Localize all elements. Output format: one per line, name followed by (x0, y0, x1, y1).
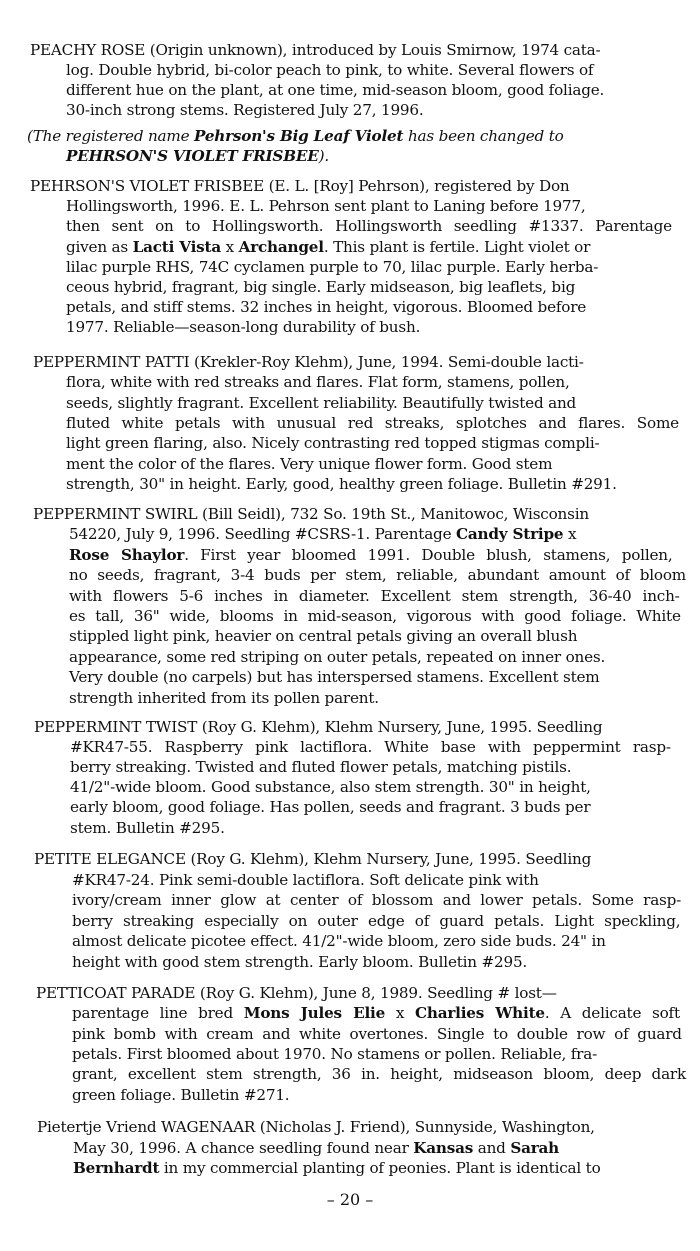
text-run: grant, excellent stem strength, 36 in. height, midseason bloom, deep dark (72, 1065, 686, 1084)
text-run: PEPPERMINT SWIRL (Bill Seidl), 732 So. 19th St., Manitowoc, Wisconsin (33, 505, 589, 523)
text-line (69, 586, 680, 606)
text-run: Pehrson's Big Leaf Violet (194, 127, 404, 145)
text-run: . This plant is fertile. Light violet or (323, 237, 591, 256)
text-run: Sarah (510, 1138, 560, 1157)
text-run: 1977. Reliable—season-long durability of bush. (66, 318, 421, 337)
text-run: green foliage. Bulletin #271. (72, 1085, 290, 1104)
text-run: 54220, July 9, 1996. Seedling #CSRS-1. Parentage (69, 525, 456, 544)
text-run: es tall, 36" wide, blooms in mid-season, vigorous with good foliage. White (69, 607, 681, 625)
text-line (69, 545, 673, 565)
text-run: PEPPERMINT PATTI (Krekler-Roy Klehm), June, 1994. Semi-double lacti- (33, 353, 584, 371)
text-run: petals, and stiff stems. 32 inches in height, vigorous. Bloomed before (66, 298, 587, 317)
text-run: Mons Jules Elie (243, 1004, 386, 1023)
text-line (69, 647, 605, 667)
text-line (66, 297, 586, 317)
text-run: berry streaking. Twisted and fluted flower petals, matching pistils. (70, 758, 572, 777)
text-run: seeds, slightly fragrant. Excellent reliability. Beautifully twisted and (66, 393, 577, 412)
text-run: height with good stem strength. Early bloom. Bulletin #295. (72, 952, 528, 971)
text-run: (The registered name (27, 127, 195, 145)
text-run: log. Double hybrid, bi-color peach to pink, to white. Several flowers of (66, 61, 594, 79)
text-line (72, 1044, 597, 1064)
text-line (66, 257, 598, 277)
text-line (70, 797, 590, 817)
text-run: Bernhardt (73, 1159, 160, 1178)
text-run: different hue on the plant, at one time, mid-season bloom, good foliage. (66, 81, 605, 99)
text-line (37, 1117, 595, 1137)
page-number: – 20 – (326, 1190, 374, 1209)
text-line (72, 1024, 682, 1044)
text-line (73, 1158, 601, 1178)
text-line (72, 911, 680, 931)
text-line (34, 849, 591, 869)
text-line (69, 688, 379, 708)
text-run: . A delicate soft (544, 1004, 680, 1023)
text-run: Archangel (238, 237, 324, 256)
text-run: x (220, 237, 239, 256)
text-run: #KR47-55. Raspberry pink lactiflora. White base with peppermint rasp- (70, 738, 671, 757)
text-line (69, 565, 686, 585)
text-run: #KR47-24. Pink semi-double lactiflora. Soft delicate pink with (72, 870, 539, 889)
text-line (66, 372, 570, 392)
text-line (34, 717, 602, 737)
text-run: PETITE ELEGANCE (Roy G. Klehm), Klehm Nursery, June, 1995. Seedling (34, 850, 592, 868)
text-line (66, 317, 420, 337)
text-run: early bloom, good foliage. Has pollen, seeds and fragrant. 3 buds per (70, 798, 591, 817)
text-run: stippled light pink, heavier on central petals giving an overall blush (69, 627, 578, 646)
text-run: Pietertje Vriend WAGENAAR (Nicholas J. Friend), Sunnyside, Washington, (37, 1118, 595, 1136)
text-run: ment the color of the flares. Very unique flower form. Good stem (66, 454, 553, 473)
text-line (70, 818, 225, 838)
text-run: PEHRSON'S VIOLET FRISBEE (E. L. [Roy] Pehrson), registered by Don (30, 177, 570, 195)
text-run: PEHRSON'S VIOLET FRISBEE (66, 147, 319, 165)
text-run: almost delicate picotee effect. 41/2"-wide bloom, zero side buds. 24" in (72, 932, 606, 950)
text-line (72, 870, 539, 890)
text-run: x (563, 525, 577, 544)
text-run: May 30, 1996. A chance seedling found near (73, 1138, 414, 1157)
text-run: then sent on to Hollingsworth. Hollingsworth seedling #1337. Parentage (66, 217, 672, 236)
text-run: has been changed to (403, 127, 564, 145)
text-run: PEPPERMINT TWIST (Roy G. Klehm), Klehm Nursery, June, 1995. Seedling (34, 718, 603, 736)
text-line (69, 667, 599, 687)
text-line (66, 237, 590, 257)
text-run: . First year bloomed 1991. Double blush, stamens, pollen, (184, 545, 673, 564)
text-line (30, 40, 600, 60)
text-run: flora, white with red streaks and flares. Flat form, stamens, pollen, (66, 373, 570, 392)
text-line (66, 277, 575, 297)
text-line (66, 413, 679, 433)
text-line (66, 146, 329, 166)
text-line (72, 952, 527, 972)
text-run: PETTICOAT PARADE (Roy G. Klehm), June 8, 1989. Seedling # lost— (36, 984, 557, 1002)
text-run: Rose Shaylor (69, 545, 185, 564)
text-line (33, 352, 584, 372)
text-line (66, 196, 586, 216)
text-line (27, 126, 564, 146)
text-line (69, 626, 577, 646)
text-run: lilac purple RHS, 74C cyclamen purple to 70, lilac purple. Early herba- (66, 257, 599, 276)
text-line (66, 60, 593, 80)
text-run: PEACHY ROSE (Origin unknown), introduced by Louis Smirnow, 1974 cata- (30, 41, 601, 59)
text-run: no seeds, fragrant, 3-4 buds per stem, reliable, abundant amount of bloom (69, 566, 686, 585)
text-line (30, 176, 569, 196)
text-run: ceous hybrid, fragrant, big single. Early midseason, big leaflets, big (66, 278, 576, 296)
text-line (69, 606, 681, 626)
text-line (66, 80, 604, 100)
text-run: Charlies White (414, 1004, 545, 1023)
text-line (72, 1064, 686, 1084)
text-line (66, 216, 672, 236)
text-line (72, 1003, 680, 1023)
text-line (66, 393, 576, 413)
text-run: Lacti Vista (132, 237, 221, 256)
text-line (70, 757, 571, 777)
text-run: parentage line bred (72, 1004, 244, 1023)
text-line (66, 454, 552, 474)
text-run: Very double (no carpels) but has interspersed stamens. Excellent stem (69, 668, 600, 687)
text-run: fluted white petals with unusual red streaks, splotches and flares. Some (66, 413, 679, 432)
text-run: ivory/cream inner glow at center of blossom and lower petals. Some rasp- (72, 891, 682, 909)
text-run: x (385, 1004, 415, 1023)
text-run: 30-inch strong stems. Registered July 27, 1996. (66, 101, 424, 119)
text-run: ). (318, 147, 329, 165)
text-run: strength, 30" in height. Early, good, healthy green foliage. Bulletin #291. (66, 474, 617, 493)
text-line (69, 524, 576, 544)
text-line (70, 737, 671, 757)
text-run: Candy Stripe (456, 525, 564, 544)
text-line (73, 1138, 559, 1158)
text-line (66, 433, 599, 453)
text-line (72, 890, 681, 910)
text-run: with flowers 5-6 inches in diameter. Excellent stem strength, 36-40 inch- (69, 586, 680, 605)
text-run: appearance, some red striping on outer petals, repeated on inner ones. (69, 647, 606, 666)
text-run: strength inherited from its pollen parent. (69, 688, 379, 707)
text-run: berry streaking especially on outer edge of guard petals. Light speckling, (72, 911, 681, 930)
text-run: and (473, 1138, 511, 1157)
text-run: 41/2"-wide bloom. Good substance, also stem strength. 30" in height, (70, 778, 591, 797)
text-line (33, 504, 589, 524)
text-run: in my commercial planting of peonies. Plant is identical to (159, 1159, 601, 1178)
text-line (72, 931, 606, 951)
text-run: pink bomb with cream and white overtones. Single to double row of guard (72, 1024, 682, 1043)
text-run: given as (66, 237, 133, 256)
text-line (36, 983, 557, 1003)
text-line (72, 1085, 289, 1105)
text-line (66, 474, 617, 494)
text-run: stem. Bulletin #295. (70, 818, 225, 837)
text-run: Hollingsworth, 1996. E. L. Pehrson sent plant to Laning before 1977, (66, 197, 586, 216)
text-run: Kansas (413, 1138, 474, 1157)
text-line (66, 100, 423, 120)
text-line (70, 777, 591, 797)
text-run: petals. First bloomed about 1970. No stamens or pollen. Reliable, fra- (72, 1044, 598, 1063)
text-run: light green flaring, also. Nicely contrasting red topped stigmas compli- (66, 434, 600, 453)
